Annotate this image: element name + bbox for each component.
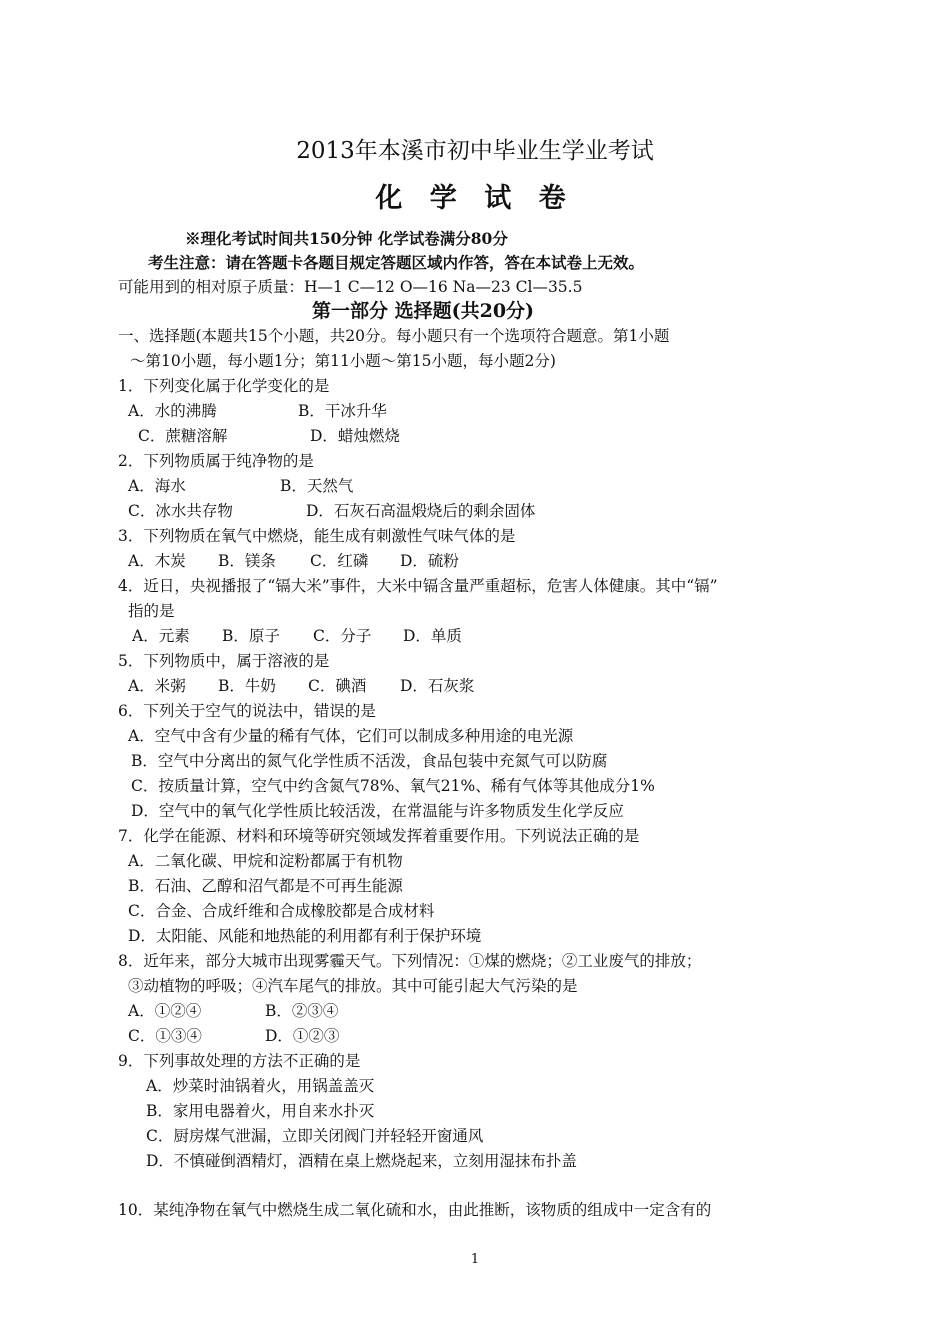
- q7-stem: 7．化学在能源、材料和环境等研究领域发挥着重要作用。下列说法正确的是: [118, 827, 640, 845]
- q3-stem: 3．下列物质在氧气中燃烧，能生成有刺激性气味气体的是: [118, 527, 516, 545]
- q7-option-a: A．二氧化碳、甲烷和淀粉都属于有机物: [128, 852, 403, 870]
- q9-stem: 9．下列事故处理的方法不正确的是: [118, 1052, 361, 1070]
- q9-option-b: B．家用电器着火，用自来水扑灭: [146, 1102, 375, 1120]
- q8-stem-line-1: 8．近年来，部分大城市出现雾霾天气。下列情况：①煤的燃烧；②工业废气的排放；: [118, 952, 702, 970]
- q6-option-a: A．空气中含有少量的稀有气体，它们可以制成多种用途的电光源: [128, 727, 574, 745]
- q1-stem: 1．下列变化属于化学变化的是: [118, 377, 330, 395]
- q2-option-d: D．石灰石高温煅烧后的剩余固体: [306, 502, 536, 520]
- q4-option-b: B．原子: [222, 627, 280, 645]
- section-instructions-2: ～第10小题，每小题1分；第11小题～第15小题，每小题2分): [130, 352, 556, 370]
- q5-stem: 5．下列物质中，属于溶液的是: [118, 652, 330, 670]
- q8-option-c: C．①③④: [128, 1027, 202, 1045]
- q7-option-b: B．石油、乙醇和沼气都是不可再生能源: [128, 877, 403, 895]
- q1-option-b: B．干冰升华: [298, 402, 387, 420]
- q2-stem: 2．下列物质属于纯净物的是: [118, 452, 314, 470]
- q6-option-d: D．空气中的氧气化学性质比较活泼，在常温能与许多物质发生化学反应: [131, 802, 624, 820]
- q5-option-b: B．牛奶: [218, 677, 276, 695]
- q3-option-d: D．硫粉: [400, 552, 459, 570]
- q3-option-a: A．木炭: [128, 552, 186, 570]
- q9-option-a: A．炒菜时油锅着火，用锅盖盖灭: [146, 1077, 375, 1095]
- q1-option-d: D．蜡烛燃烧: [310, 427, 400, 445]
- q8-option-b: B．②③④: [265, 1002, 339, 1020]
- q4-stem-line-1: 4．近日，央视播报了“镉大米”事件，大米中镉含量严重超标，危害人体健康。其中“镉”: [118, 577, 718, 595]
- q3-option-c: C．红磷: [310, 552, 369, 570]
- section-title: 第一部分 选择题(共20分): [312, 300, 535, 322]
- q5-option-a: A．米粥: [128, 677, 186, 695]
- q9-option-d: D．不慎碰倒酒精灯，酒精在桌上燃烧起来，立刻用湿抹布扑盖: [146, 1152, 577, 1170]
- q7-option-c: C．合金、合成纤维和合成橡胶都是合成材料: [128, 902, 435, 920]
- subject-title: 化 学 试 卷: [375, 183, 575, 214]
- q6-option-c: C．按质量计算，空气中约含氮气78%、氧气21%、稀有气体等其他成分1%: [131, 777, 655, 795]
- q6-stem: 6．下列关于空气的说法中，错误的是: [118, 702, 376, 720]
- q5-option-d: D．石灰浆: [400, 677, 475, 695]
- page-number: 1: [470, 1252, 480, 1267]
- q8-option-d: D．①②③: [265, 1027, 340, 1045]
- candidate-notice: 考生注意：请在答题卡各题目规定答题区域内作答，答在本试卷上无效。: [148, 253, 645, 272]
- section-instructions-1: 一、选择题(本题共15个小题，共20分。每小题只有一个选项符合题意。第1小题: [118, 327, 670, 345]
- q10-stem: 10．某纯净物在氧气中燃烧生成二氧化硫和水，由此推断，该物质的组成中一定含有的: [118, 1201, 712, 1219]
- q4-option-c: C．分子: [313, 627, 372, 645]
- q6-option-b: B．空气中分离出的氮气化学性质不活泼，食品包装中充氮气可以防腐: [131, 752, 608, 770]
- q5-option-c: C．碘酒: [308, 677, 367, 695]
- q1-option-c: C．蔗糖溶解: [138, 427, 228, 445]
- q3-option-b: B．镁条: [218, 552, 276, 570]
- q9-option-c: C．厨房煤气泄漏，立即关闭阀门并轻轻开窗通风: [146, 1127, 484, 1145]
- q7-option-d: D．太阳能、风能和地热能的利用都有利于保护环境: [128, 927, 482, 945]
- q4-option-a: A．元素: [132, 627, 190, 645]
- exam-title: 2013年本溪市初中毕业生学业考试: [296, 138, 654, 164]
- atomic-mass-line: 可能用到的相对原子质量：H—1 C—12 O—16 Na—23 Cl—35.5: [118, 278, 583, 296]
- q2-option-a: A．海水: [128, 477, 186, 495]
- q2-option-c: C．冰水共存物: [128, 502, 233, 520]
- q2-option-b: B．天然气: [280, 477, 354, 495]
- q1-option-a: A．水的沸腾: [128, 402, 217, 420]
- q4-stem-line-2: 指的是: [128, 602, 175, 620]
- q4-option-d: D．单质: [403, 627, 462, 645]
- q8-option-a: A．①②④: [128, 1002, 202, 1020]
- q8-stem-line-2: ③动植物的呼吸；④汽车尾气的排放。其中可能引起大气污染的是: [128, 977, 578, 995]
- exam-time-note: ※理化考试时间共150分钟 化学试卷满分80分: [185, 229, 508, 248]
